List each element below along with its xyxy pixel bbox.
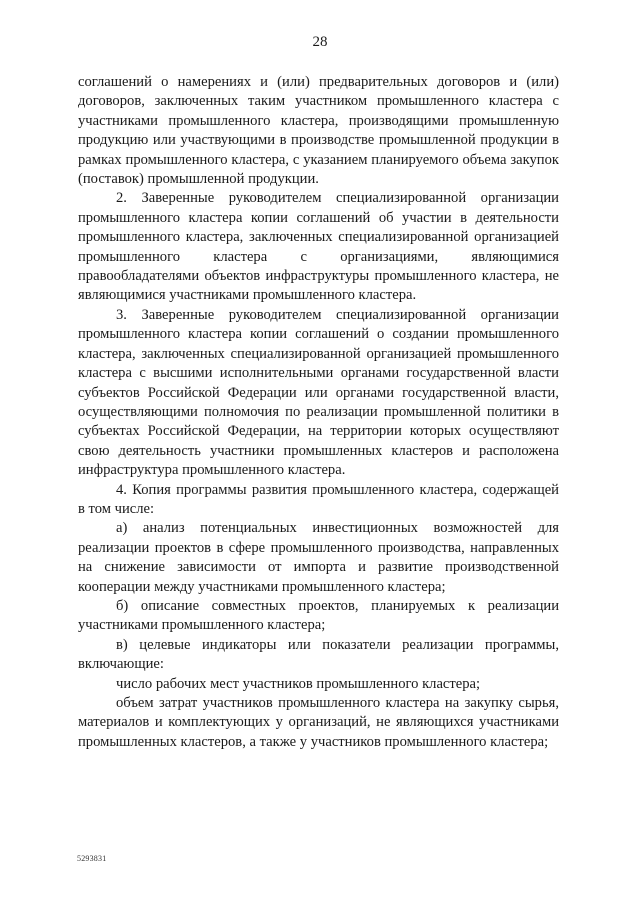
page-number: 28 [312, 34, 328, 50]
indicator-procurement-costs: объем затрат участников промышленного кластера на закупку сырья, материалов и комплектующих у организаций, не являющихся участниками промышленных кластеров, а также у участников промышленного кластера; [78, 695, 559, 750]
paragraph-continuation: соглашений о намерениях и (или) предварительных договоров и (или) договоров, заключенных таким участником промышленного кластера с участниками промышленного кластера, производящими промышленную продукцию или участвующими в производстве промышленной продукции в рамках промышленного кластера, с указанием планируемого объема закупок (поставок) промышленной продукции. [78, 74, 559, 188]
paragraph-item-4: 4. Копия программы развития промышленного кластера, содержащей в том числе: [78, 481, 559, 517]
document-code: 5293831 [77, 854, 107, 863]
paragraph-item-2: 2. Заверенные руководителем специализированной организации промышленного кластера копии соглашений об участии в деятельности промышленного кластера, заключенных специализированной организацией промышленного кластера с организациями, являющимися правообладателями объектов инфраструктуры промышленного кластера, не являющимися участниками промышленного кластера. [78, 190, 559, 304]
indicator-jobs: число рабочих мест участников промышленного кластера; [116, 675, 481, 692]
subitem-a: а) анализ потенциальных инвестиционных возможностей для реализации проектов в сфере промышленного производства, направленных на снижение зависимости от импорта и развитие производственной кооперации между участниками промышленного кластера; [78, 520, 559, 595]
document-body [78, 73, 559, 752]
subitem-v: в) целевые индикаторы или показатели реализации программы, включающие: [78, 636, 559, 673]
paragraph-item-3: 3. Заверенные руководителем специализированной организации промышленного кластера копии соглашений о создании промышленного кластера, заключенных специализированной организацией промышленного кластера с высшими исполнительными органами государственной власти субъектов Российской Федерации или органами государственной власти, осуществляющими полномочия по реализации промышленной политики в субъектах Российской Федерации, на территории которых осуществляют свою деятельность участники промышленных кластеров и расположена инфраструктура промышленного кластера. [78, 306, 559, 479]
subitem-b: б) описание совместных проектов, планируемых к реализации участниками промышленного кластера; [78, 597, 559, 634]
